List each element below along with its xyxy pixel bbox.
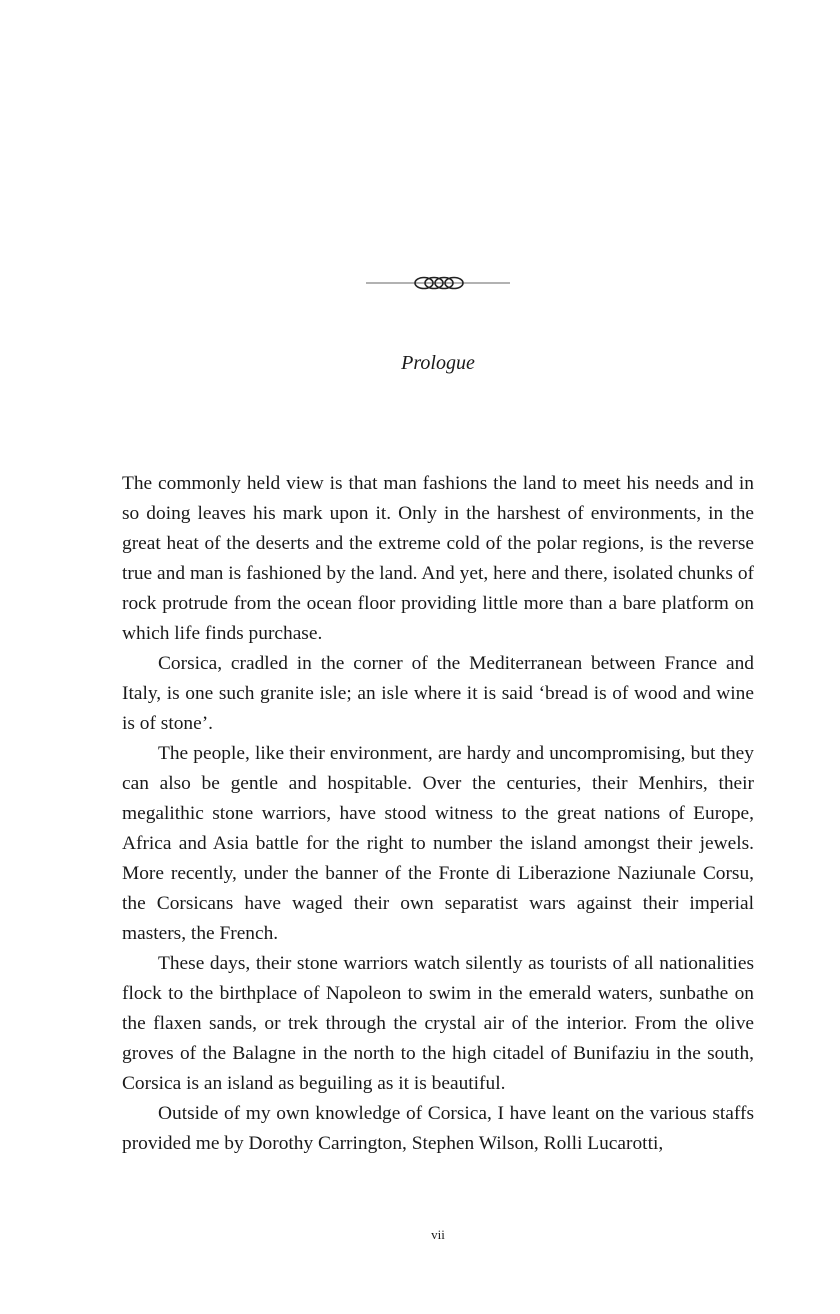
paragraph: These days, their stone warriors watch silently as tourists of all nationalities flock to the birthplace of Napoleon to swim in the emerald waters, sunbathe on the flaxen sands, or trek through the crystal air of the interior. From the olive groves of the Balagne in the north to the high citadel of Bunifaziu in the south, Corsica is an island as beguiling as it is beautiful. bbox=[122, 953, 754, 1094]
body-text bbox=[122, 469, 754, 1159]
knot-flourish-icon bbox=[366, 272, 510, 294]
chapter-title: Prologue bbox=[401, 352, 475, 374]
paragraph: The people, like their environment, are hardy and uncompromising, but they can also be gentle and hospitable. Over the centuries, their Menhirs, their megalithic stone warriors, have stood witness to the great nations of Europe, Africa and Asia battle for the right to number the island amongst their jewels. More recently, under the banner of the Fronte di Liberazione Naziunale Corsu, the Corsicans have waged their own separatist wars against their imperial masters, the French. bbox=[122, 743, 754, 944]
paragraph: The commonly held view is that man fashions the land to meet his needs and in so doing leaves his mark upon it. Only in the harshest of environments, in the great heat of the deserts and the extreme cold of the polar regions, is the reverse true and man is fashioned by the land. And yet, here and there, isolated chunks of rock protrude from the ocean floor providing little more than a bare platform on which life finds purchase. bbox=[122, 473, 754, 644]
paragraph: Corsica, cradled in the corner of the Mediterranean between France and Italy, is one such granite isle; an isle where it is said ‘bread is of wood and wine is of stone’. bbox=[122, 653, 754, 734]
page-number: vii bbox=[431, 1227, 445, 1242]
paragraph: Outside of my own knowledge of Corsica, I have leant on the various staffs provided me by Dorothy Carrington, Stephen Wilson, Rolli Lucarotti, bbox=[122, 1103, 754, 1154]
